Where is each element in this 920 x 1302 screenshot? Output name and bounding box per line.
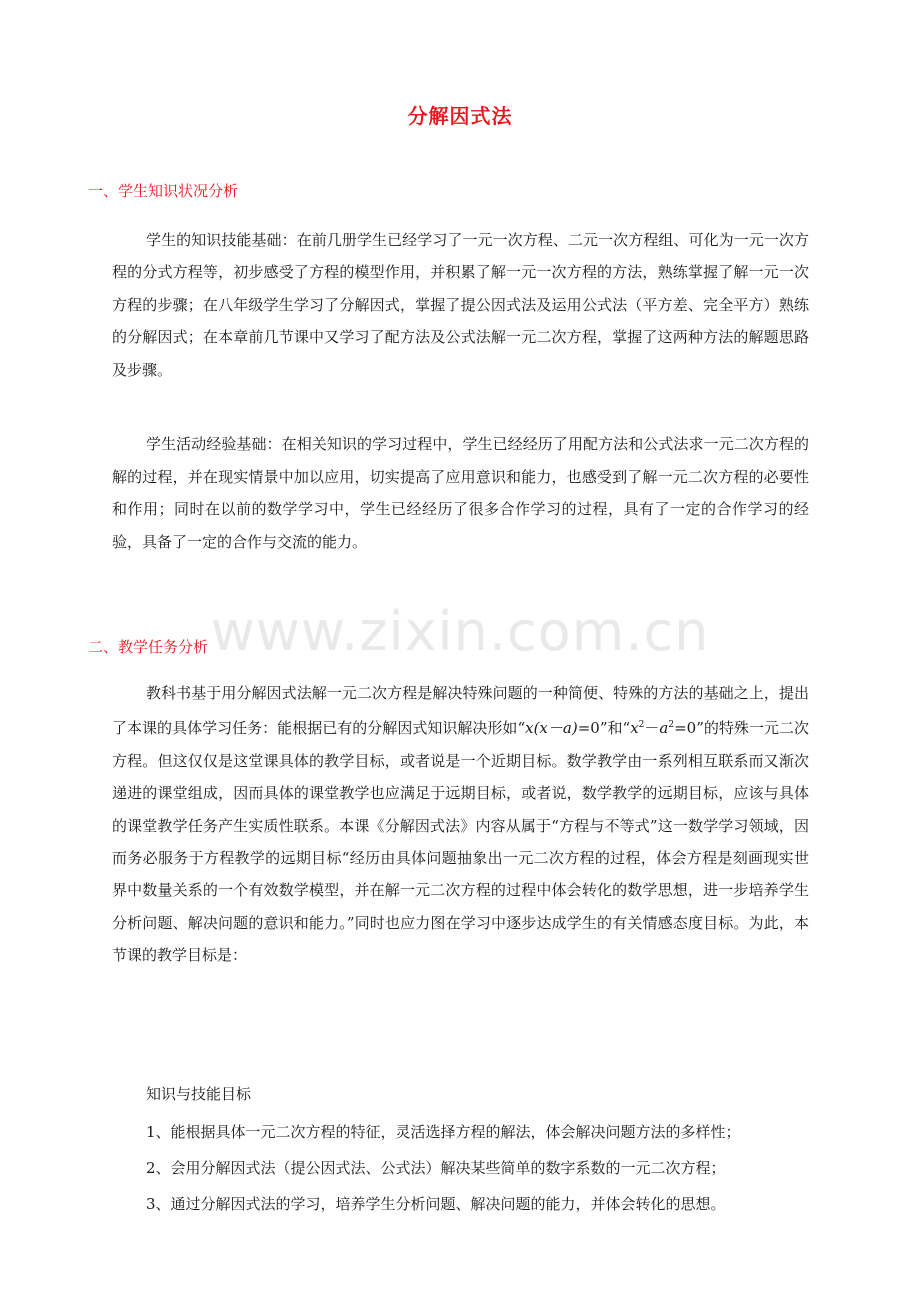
section-heading-1: 一、学生知识状况分析 (88, 182, 239, 200)
equation-2-x: x (630, 719, 639, 738)
watermark: www.zixin.com.cn (210, 600, 710, 663)
paragraph-knowledge-skills: 学生的知识技能基础：在前几册学生已经学习了一元一次方程、二元一次方程组、可化为一元一次方程的分式方程等，初步感受了方程的模型作用，并积累了解一元一次方程的方法，熟练掌握了解一元一次方程的步骤；在八年级学生学习了分解因式，掌握了提公因式法及运用公式法（平方差、完全平方）熟练的分解因式；在本章前几节课中又学习了配方法及公式法解一元二次方程，掌握了这两种方法的解题思路及步骤。 (112, 231, 809, 379)
equation-2-exponent: 2 (638, 720, 645, 731)
paragraph-activity-experience: 学生活动经验基础：在相关知识的学习过程中，学生已经经历了用配方法和公式法求一元二次方程的解的过程，并在现实情景中加以应用，切实提高了应用意识和能力，也感受到了解一元二次方程的必要性和作用；同时在以前的数学学习中，学生已经经历了很多合作学习的过程，具有了一定的合作学习的经验，具备了一定的合作与交流的能力。 (112, 435, 809, 551)
goal-item-3: 3、通过分解因式法的学习，培养学生分析问题、解决问题的能力，并体会转化的思想。 (146, 1195, 726, 1213)
goal-item-1: 1、能根据具体一元二次方程的特征，灵活选择方程的解法，体会解决问题方法的多样性； (146, 1123, 741, 1141)
paragraph-task-analysis (112, 677, 809, 972)
equation-2-minus: － (644, 719, 660, 738)
page-title: 分解因式法 (407, 104, 513, 128)
equation-1-tail: =0”和“ (577, 719, 631, 738)
goal-item-2: 2、会用分解因式法（提公因式法、公式法）解决某些简单的数字系数的一元二次方程； (146, 1159, 726, 1177)
task-analysis-text-a: 教科书基于用分解因式法解一元二次方程是解决特殊问题的一种简便、特殊的方法的基础之上，提出了本课的具体学习任务：能根据已有的分解因式知识解决形如“ (112, 684, 809, 738)
task-analysis-text-b: 的特殊一元二次方程。但这仅仅是这堂课具体的教学目标，或者说是一个近期目标。数学教学由一系列相互联系而又渐次递进的课堂组成，因而具体的课堂教学也应满足于远期目标，或者说，数学教学的远期目标，应该与具体的课堂教学任务产生实质性联系。本课《分解因式法》内容从属于“方程与不等式”这一数学学习领域，因而务必服务于方程教学的远期目标“经历由具体问题抽象出一元二次方程的过程，体会方程是刻画现实世界中数量关系的一个有效数学模型，并在解一元二次方程的过程中体会转化的数学思想，进一步培养学生分析问题、解决问题的意识和能力。”同时也应力图在学习中逐步达成学生的有关情感态度目标。为此，本节课的教学目标是： (112, 719, 809, 965)
equation-2-exponent-2: 2 (668, 720, 675, 731)
equation-2-a: a (659, 719, 669, 738)
equation-1: x(x－a) (525, 719, 578, 738)
section-heading-2: 二、教学任务分析 (88, 638, 209, 656)
goals-heading: 知识与技能目标 (146, 1085, 252, 1103)
equation-2-tail: =0” (674, 719, 704, 738)
